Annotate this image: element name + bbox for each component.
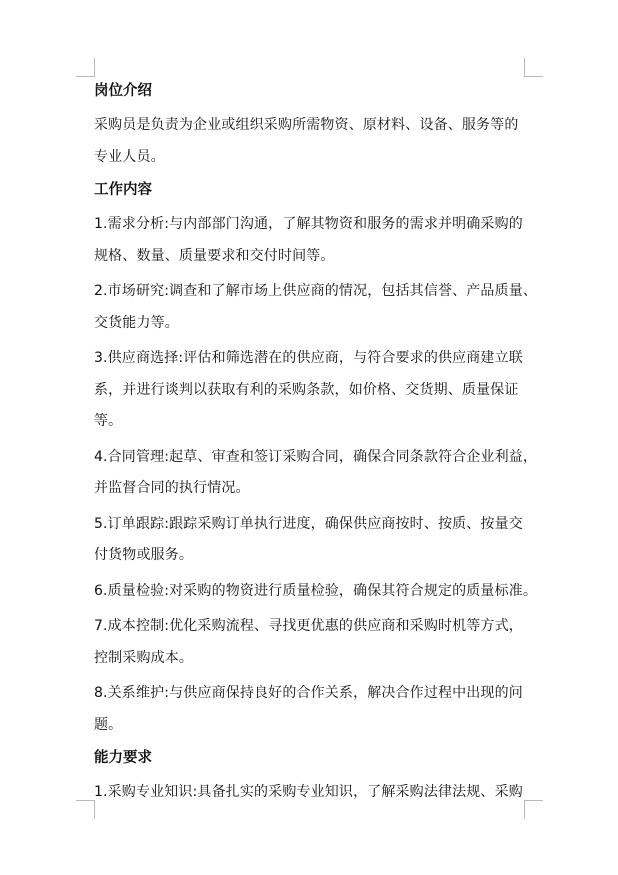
text-line: 1.需求分析:与内部部门沟通，了解其物资和服务的需求并明确采购的 [94, 216, 523, 232]
text-line: 8.关系维护:与供应商保持良好的合作关系，解决合作过程中出现的问 [94, 685, 523, 701]
text-line: 2.市场研究:调查和了解市场上供应商的情况，包括其信誉、产品质量、 [94, 283, 538, 299]
text-line: 采购员是负责为企业或组织采购所需物资、原材料、设备、服务等的 [94, 117, 519, 133]
section-skill-requirements [94, 745, 532, 809]
text-line: 专业人员。 [94, 148, 165, 165]
text-line: 6.质量检验:对采购的物资进行质量检验，确保其符合规定的质量标准。 [94, 582, 538, 599]
list-item [94, 611, 532, 674]
corner-mark-top-left [76, 58, 95, 77]
list-item [94, 509, 532, 572]
text-line: 等。 [94, 413, 123, 429]
section-work-content [94, 177, 538, 741]
section-heading: 岗位介绍 [94, 83, 152, 99]
text-line: 规格、数量、质量要求和交付时间等。 [94, 247, 335, 264]
list-item [94, 276, 538, 339]
text-line: 交货能力等。 [94, 314, 179, 331]
text-line: 3.供应商选择:评估和筛选潜在的供应商，与符合要求的供应商建立联 [94, 350, 523, 366]
text-line: 并监督合同的执行情况。 [94, 480, 250, 496]
section-job-intro [94, 78, 532, 173]
list-item [94, 343, 532, 438]
list-item [94, 576, 538, 608]
section-heading: 能力要求 [94, 750, 152, 766]
text-line: 1.采购专业知识:具备扎实的采购专业知识，了解采购法律法规、采购 [94, 784, 523, 800]
text-line: 付货物或服务。 [94, 547, 194, 563]
text-line: 系，并进行谈判以获取有利的采购条款，如价格、交货期、质量保证 [94, 381, 519, 398]
text-line: 7.成本控制:优化采购流程、寻找更优惠的供应商和采购时机等方式， [94, 618, 523, 634]
corner-mark-top-right [524, 58, 543, 77]
section-heading: 工作内容 [94, 182, 152, 198]
text-line: 5.订单跟踪:跟踪采购订单执行进度，确保供应商按时、按质、按量交 [94, 515, 523, 532]
text-line: 控制采购成本。 [94, 649, 194, 666]
list-item [94, 209, 532, 272]
paragraph [94, 110, 532, 173]
list-item [94, 678, 532, 741]
text-line: 题。 [94, 716, 123, 733]
text-line: 4.合同管理:起草、审查和签订采购合同，确保合同条款符合企业利益， [94, 448, 538, 465]
document-body [94, 78, 538, 813]
corner-mark-bottom-left [76, 800, 95, 819]
list-item [94, 777, 532, 809]
list-item [94, 442, 538, 505]
